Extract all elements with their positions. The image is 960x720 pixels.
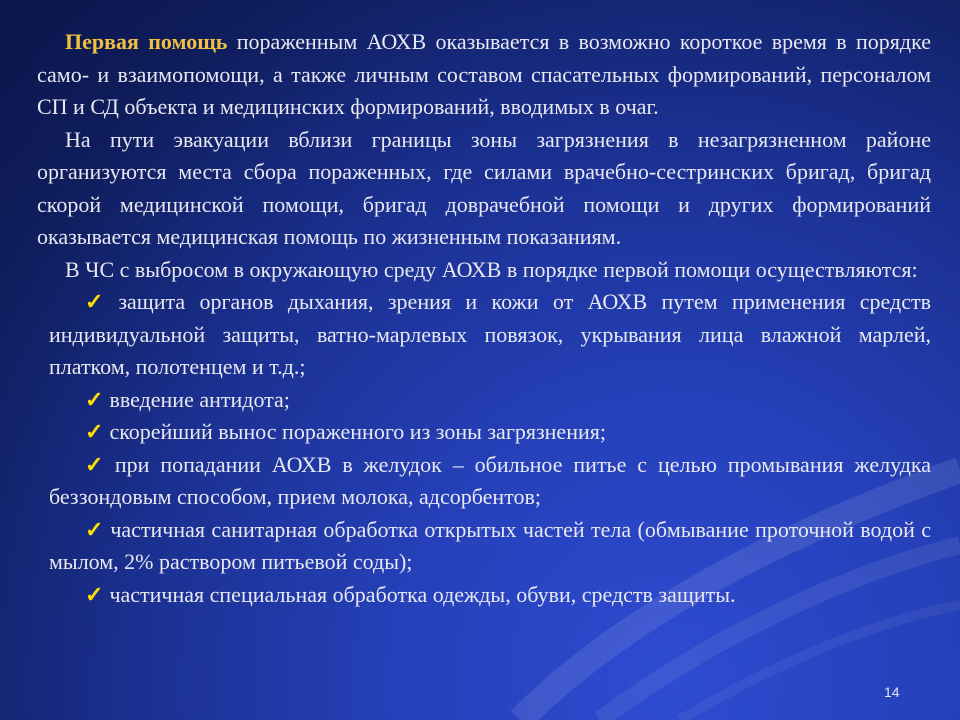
- check-icon: ✓: [85, 386, 104, 412]
- check-icon: ✓: [85, 289, 113, 314]
- check-icon: ✓: [85, 581, 104, 607]
- paragraph-first-aid: [37, 26, 931, 124]
- list-item-text: частичная санитарная обработка открытых частей тела (обмывание проточной водой с мылом, 2% раствором питьевой соды);: [49, 516, 932, 574]
- list-item: [37, 579, 931, 612]
- check-icon: ✓: [85, 419, 104, 444]
- paragraph-emergency-measures: В ЧС с выбросом в окружающую среду АОХВ в порядке первой помощи осуществляются:: [65, 256, 918, 282]
- first-aid-heading: Первая помощь: [65, 29, 228, 54]
- list-item: [37, 514, 931, 579]
- list-item: [37, 384, 931, 417]
- paragraph-evacuation: На пути эвакуации вблизи границы зоны загрязнения в незагрязненном районе организуются места сбора пораженных, где силами врачебно-сестринских бригад, бригад скорой медицинской помощи, бригад доврачебной помощи и других формирований оказывается медицинская помощь по жизненным показаниям.: [37, 126, 931, 249]
- list-item-text: введение антидота;: [109, 386, 290, 412]
- list-item-text: при попадании АОХВ в желудок – обильное питье с целью промывания желудка беззондовым способом, прием молока, адсорбентов;: [49, 451, 932, 509]
- list-item-text: частичная специальная обработка одежды, обуви, средств защиты.: [109, 581, 736, 607]
- page-number: 14: [884, 684, 900, 700]
- slide-body: [37, 26, 931, 611]
- paragraph-first-aid-text: пораженным АОХВ оказывается в возможно короткое время в порядке само- и взаимопомощи, а также личным составом спасательных формирований, персоналом СП и СД объекта и медицинских формирований, вводимых в очаг.: [37, 29, 931, 119]
- list-item: [37, 286, 931, 384]
- list-item: [37, 449, 931, 514]
- list-item-text: защита органов дыхания, зрения и кожи от АОХВ путем применения средств индивидуальной защиты, ватно-марлевых повязок, укрывания лица влажной марлей, платком, полотенцем и т.д.;: [49, 289, 931, 379]
- check-icon: ✓: [85, 516, 105, 542]
- check-icon: ✓: [85, 451, 109, 477]
- list-item-text: скорейший вынос пораженного из зоны загрязнения;: [109, 419, 606, 444]
- list-item: [37, 416, 931, 449]
